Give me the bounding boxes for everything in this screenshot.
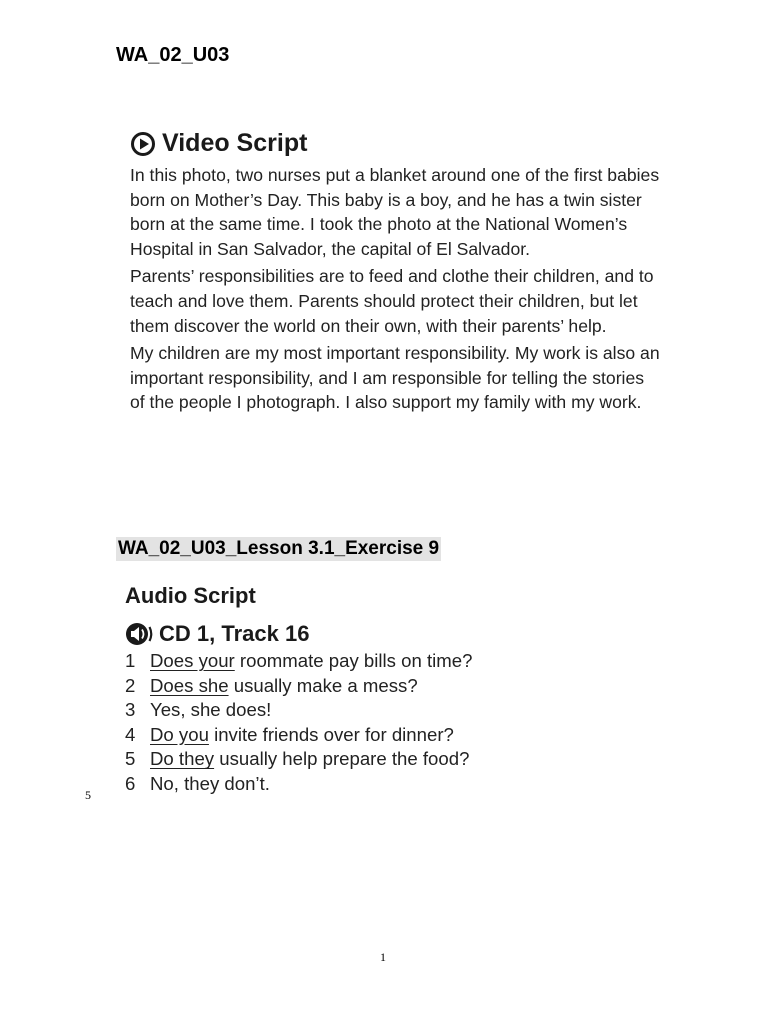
list-item <box>125 772 472 797</box>
list-item <box>125 674 472 699</box>
video-script-paragraph: In this photo, two nurses put a blanket around one of the first babies born on Mother’s Day. This baby is a boy, and he has a twin sister born at the same time. I took the photo at the National Women’s Hospital in San Salvador, the capital of El Salvador. <box>130 165 660 259</box>
video-script-paragraph: Parents’ responsibilities are to feed and clothe their children, and to teach and love them. Parents should protect their children, but let them discover the world on their own, with their parents’ help. <box>130 266 654 336</box>
page-number: 1 <box>380 950 386 964</box>
play-circle-icon <box>130 131 156 157</box>
audio-track-heading <box>125 620 309 648</box>
line-text: invite friends over for dinner? <box>208 723 454 745</box>
video-script-heading <box>130 129 307 158</box>
exercise-label: WA_02_U03_Lesson 3.1_Exercise 9 <box>118 538 440 559</box>
line-text: roommate pay bills on time? <box>234 650 473 671</box>
underlined-phrase: Do they <box>150 748 215 770</box>
video-script-paragraph: My children are my most important responsibility. My work is also an important responsibility, and I am responsible for telling the stories of the people I photograph. I also support my family with my work. <box>130 343 660 413</box>
line-number: 5 <box>125 748 136 770</box>
line-number: 2 <box>125 674 136 696</box>
line-number: 4 <box>125 723 136 745</box>
video-script-body <box>130 163 660 418</box>
list-item <box>125 698 472 723</box>
underlined-phrase: Do you <box>150 723 209 745</box>
line-text: usually help prepare the food? <box>214 748 470 770</box>
line-number: 6 <box>125 772 136 794</box>
document-id: WA_02_U03 <box>116 44 230 66</box>
list-item <box>125 649 472 674</box>
underlined-phrase: Does she <box>150 674 229 696</box>
margin-line-number: 5 <box>85 788 91 802</box>
speaker-icon <box>125 620 155 648</box>
audio-script-lines <box>125 649 472 797</box>
list-item <box>125 747 472 772</box>
line-text: Yes, she does! <box>150 699 272 721</box>
line-number: 3 <box>125 699 136 721</box>
line-text: usually make a mess? <box>228 674 418 696</box>
line-text: No, they don’t. <box>150 772 270 794</box>
track-label: CD 1, Track 16 <box>159 621 310 646</box>
audio-script-title: Audio Script <box>125 583 256 608</box>
video-script-title: Video Script <box>162 129 308 157</box>
underlined-phrase: Does your <box>150 650 235 671</box>
line-number: 1 <box>125 650 136 671</box>
list-item <box>125 723 472 748</box>
